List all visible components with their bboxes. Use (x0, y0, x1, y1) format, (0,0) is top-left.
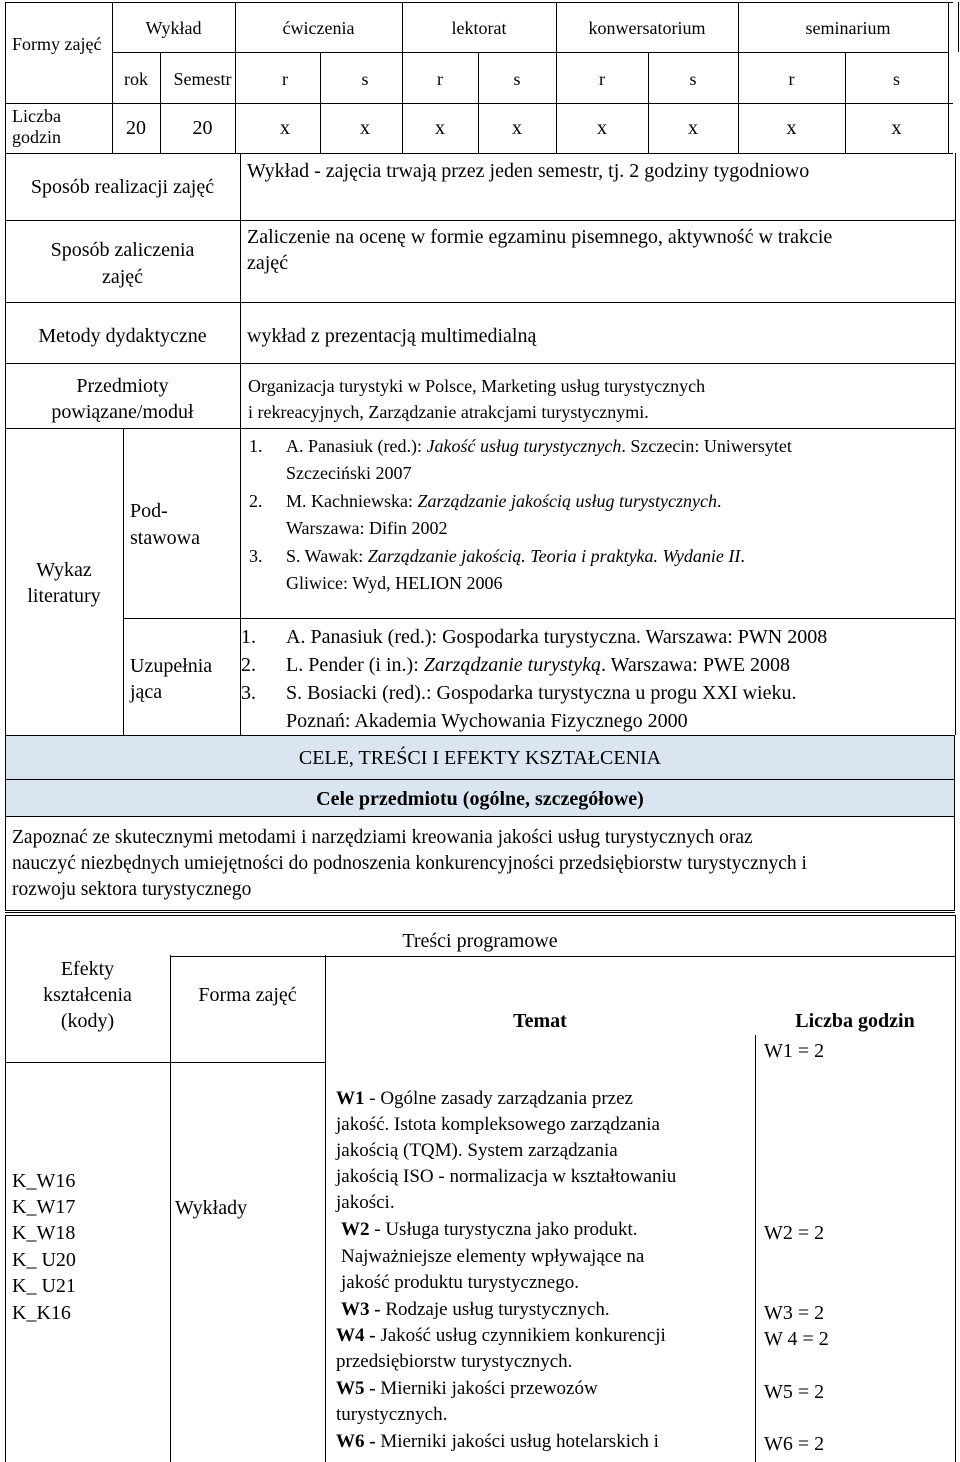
assessment-value-line1: Zaliczenie na ocenę w formie egzaminu pisemnego, aktywność w trakcie (247, 226, 833, 248)
sub-header: r (599, 69, 605, 89)
sub-header: Semestr (173, 69, 232, 89)
hours-item: W3 = 2 (764, 1302, 825, 1324)
goals-box (5, 817, 955, 911)
hours-value: x (891, 117, 902, 139)
topic-line: przedsiębiorstw turystycznych. (336, 1351, 573, 1372)
topic-line: W6 - Mierniki jakości usług hotelarskich i (336, 1431, 659, 1452)
topic-line: jakość. Istota kompleksowego zarządzania (336, 1114, 660, 1135)
col-form: Forma zajęć (198, 984, 297, 1006)
section-title-bar (5, 735, 955, 780)
hours-item: W 4 = 2 (764, 1328, 829, 1350)
col-effects-line1: Efekty (60, 958, 115, 980)
topic-line: W3 - Rodzaje usług turystycznych. (341, 1299, 610, 1320)
supplementary-label-line2: jąca (130, 681, 163, 703)
hours-value: x (688, 117, 698, 139)
sub-header: r (282, 69, 288, 89)
sub-header: s (513, 69, 521, 89)
list-item-continued: Szczeciński 2007 (286, 463, 412, 483)
topic-line: jakości. (336, 1192, 395, 1213)
list-item-continued: Gliwice: Wyd, HELION 2006 (286, 573, 503, 593)
realization-value: Wykład - zajęcia trwają przez jeden semestr, tj. 2 godziny tygodniowo (247, 160, 810, 182)
effect-code: K_W17 (12, 1196, 76, 1218)
topic-line: jakością (TQM). System zarządzania (336, 1140, 618, 1161)
topic-line: W5 - Mierniki jakości przewozów (336, 1378, 598, 1399)
effect-code: K_ U20 (12, 1249, 76, 1271)
list-item: L. Pender (i in.): Zarządzanie turystyką. Warszawa: PWE 2008 (286, 654, 791, 676)
topic-line: W1 - Ogólne zasady zarządzania przez (336, 1088, 633, 1109)
form-header: seminarium (805, 18, 891, 38)
forms-label: Formy zajęć (12, 34, 102, 54)
list-item: 1. (249, 436, 263, 456)
basic-label-line1: Pod- (130, 500, 168, 522)
hours-label: Liczba godzin (12, 106, 61, 147)
related-label-line1: Przedmioty (76, 375, 169, 397)
sub-header: rok (124, 69, 148, 89)
list-item: 3. (241, 682, 256, 704)
form-header: lektorat (451, 18, 507, 38)
effect-code: K_W18 (12, 1222, 76, 1244)
hours-value: x (786, 117, 797, 139)
topic-line: turystycznych. (336, 1404, 448, 1425)
methods-label: Metody dydaktyczne (38, 325, 207, 347)
sub-header: r (437, 69, 443, 89)
effect-code: K_ U21 (12, 1275, 76, 1297)
supplementary-label-line1: Uzupełnia (130, 655, 213, 677)
assessment-label-line1: Sposób zaliczenia (50, 239, 195, 261)
form-header: Wykład (145, 18, 202, 38)
goals-line: Zapoznać ze skutecznymi metodami i narzędziami kreowania jakości usług turystycznych oraz (12, 827, 753, 848)
form-header: ćwiczenia (282, 18, 355, 38)
section-subtitle-bar (5, 779, 955, 817)
topic-line: jakością ISO - normalizacja w kształtowaniu (336, 1166, 677, 1187)
col-hours: Liczba godzin (795, 1010, 915, 1032)
topic-line: W4 - Jakość usług czynnikiem konkurencji (336, 1325, 666, 1346)
list-item: A. Panasiuk (red.): Gospodarka turystyczna. Warszawa: PWN 2008 (286, 626, 828, 648)
related-value-line1: Organizacja turystyki w Polsce, Marketing usług turystycznych (248, 376, 706, 396)
topic-line: W2 - Usługa turystyczna jako produkt. (341, 1219, 638, 1240)
list-item: M. Kachniewska: Zarządzanie jakością usług turystycznych. (286, 491, 722, 511)
sub-header: s (361, 69, 369, 89)
section-title: CELE, TREŚCI I EFEKTY KSZTAŁCENIA (298, 747, 662, 769)
sub-header: s (892, 69, 900, 89)
form-value: Wykłady (175, 1197, 248, 1219)
assessment-label-line2: zajęć (101, 266, 144, 288)
hours-value: x (512, 117, 522, 139)
related-label-line2: powiązane/moduł (51, 401, 194, 423)
goals-line: rozwoju sektora turystycznego (12, 879, 252, 900)
section-subtitle: Cele przedmiotu (ogólne, szczegółowe) (316, 788, 644, 810)
sub-header: s (689, 69, 697, 89)
hours-value: x (360, 117, 370, 139)
list-item: 2. (241, 654, 256, 676)
hours-value: 20 (192, 117, 213, 139)
hours-value: x (597, 117, 607, 139)
list-item: 2. (249, 491, 263, 511)
col-effects-line3: (kody) (60, 1010, 115, 1032)
program-header: Treści programowe (402, 930, 558, 952)
related-value-line2: i rekreacyjnych, Zarządzanie atrakcjami turystycznymi. (248, 402, 649, 422)
col-topic: Temat (513, 1010, 567, 1032)
col-effects-line2: kształcenia (43, 984, 132, 1006)
list-item-continued: Poznań: Akademia Wychowania Fizycznego 2000 (286, 710, 688, 732)
topic-line: jakość produktu turystycznego. (341, 1272, 579, 1293)
hours-item: W1 = 2 (764, 1040, 825, 1062)
form-header: konwersatorium (588, 18, 706, 38)
realization-label: Sposób realizacji zajęć (30, 176, 215, 198)
hours-value: x (435, 117, 445, 139)
list-item: 3. (249, 546, 263, 566)
sub-header: r (788, 69, 795, 89)
list-item: A. Panasiuk (red.): Jakość usług turystycznych. Szczecin: Uniwersytet (286, 436, 792, 456)
effect-code: K_W16 (12, 1170, 76, 1192)
list-item: 1. (241, 626, 256, 648)
topic-line: Najważniejsze elementy wpływające na (341, 1246, 645, 1267)
list-item: S. Bosiacki (red).: Gospodarka turystyczna u progu XXI wieku. (286, 682, 797, 704)
hours-value: x (280, 117, 290, 139)
list-item: S. Wawak: Zarządzanie jakością. Teoria i praktyka. Wydanie II. (286, 546, 745, 566)
assessment-value-line2: zajęć (247, 252, 289, 274)
methods-value: wykład z prezentacją multimedialną (247, 325, 537, 347)
literature-label-line2: literatury (27, 585, 101, 607)
list-item-continued: Warszawa: Difin 2002 (286, 518, 448, 538)
hours-item: W5 = 2 (764, 1381, 825, 1403)
basic-label-line2: stawowa (130, 527, 200, 549)
effect-code: K_K16 (12, 1302, 71, 1324)
goals-line: nauczyć niezbędnych umiejętności do podnoszenia konkurencyjności przedsiębiorstw turystycznych i (12, 853, 807, 874)
hours-value: 20 (126, 117, 146, 139)
literature-label-line1: Wykaz (36, 559, 92, 581)
hours-item: W2 = 2 (764, 1222, 825, 1244)
hours-item: W6 = 2 (764, 1433, 825, 1455)
